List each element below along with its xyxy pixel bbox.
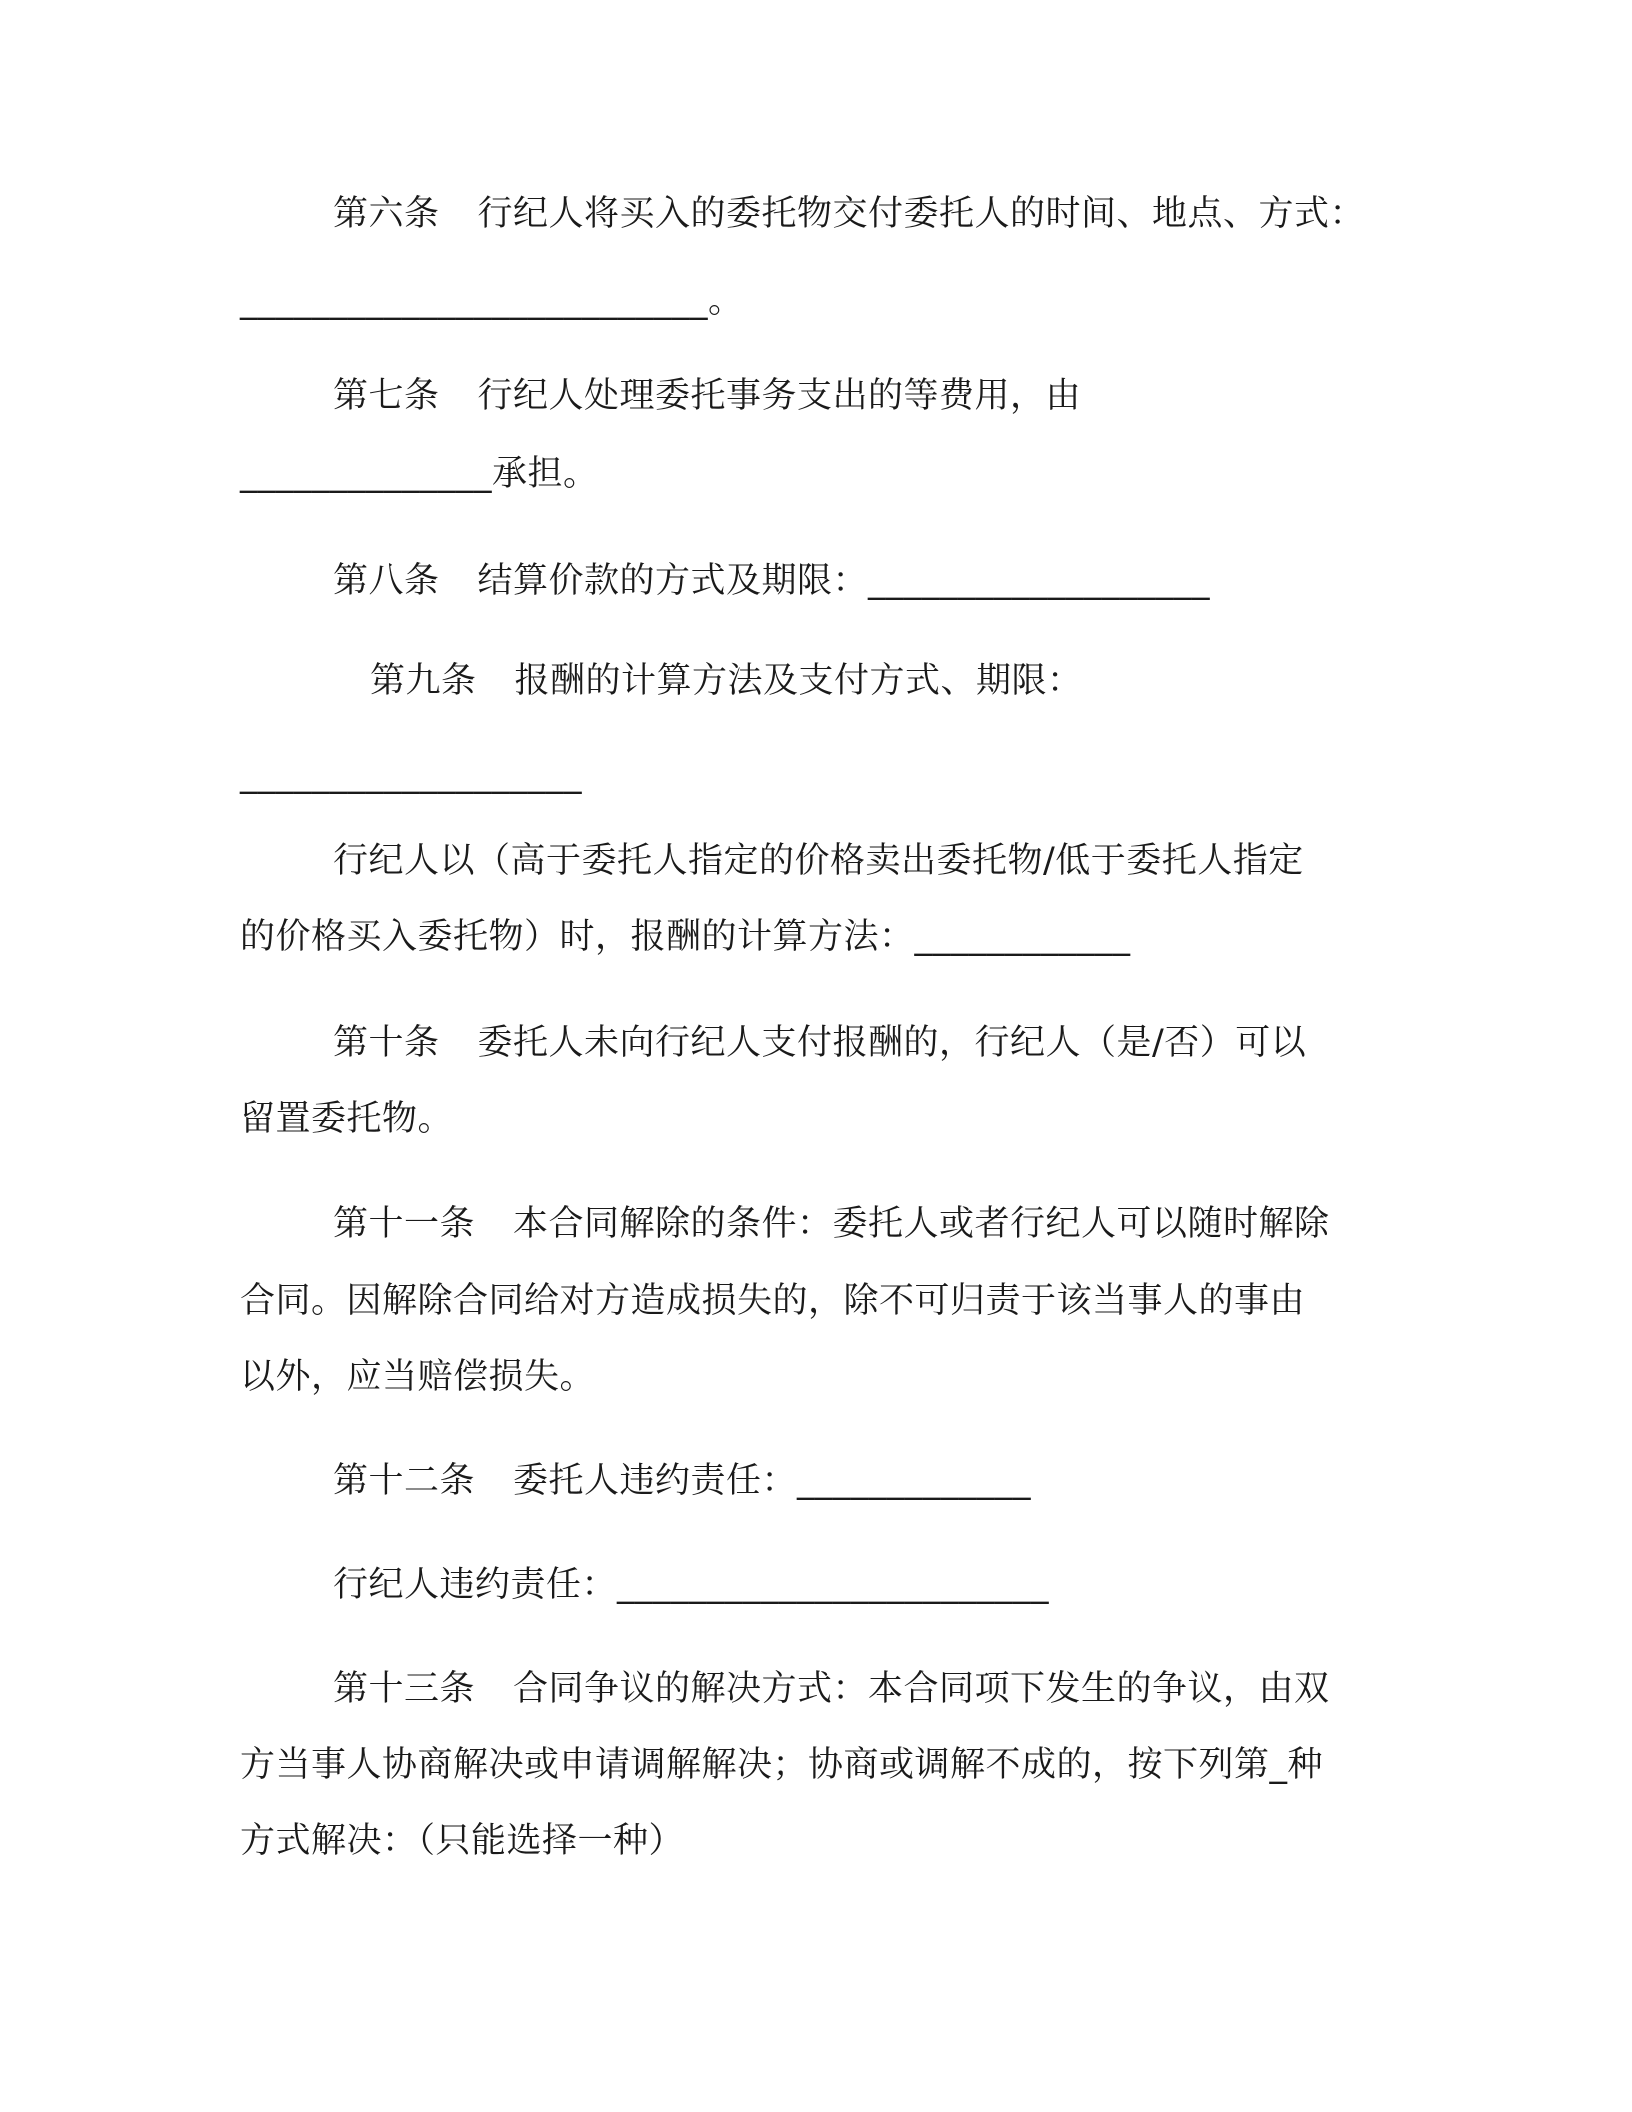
article-12-label: 第十二条	[333, 1461, 476, 1501]
article-9-label: 第九条	[370, 661, 477, 701]
commission-paragraph-line-2	[240, 914, 1131, 960]
broker-liability-text: 行纪人违约责任：________________________	[333, 1565, 1050, 1605]
article-6-text: 行纪人将买入的委托物交付委托人的时间、地点、方式：	[477, 194, 1366, 234]
article-9-blank-line	[240, 752, 582, 798]
article-10-continuation	[240, 1096, 453, 1142]
article-13-continuation-text-1: 方当事人协商解决或申请调解解决；协商或调解不成的，按下列第_种	[240, 1745, 1324, 1785]
article-11-continuation-1	[240, 1278, 1305, 1324]
article-6-label: 第六条	[333, 194, 440, 234]
article-10-line	[333, 1020, 1306, 1066]
article-13-text: 合同争议的解决方式：本合同项下发生的争议，由双	[513, 1669, 1330, 1709]
article-12-text: 委托人违约责任：_____________	[513, 1461, 1032, 1501]
article-7-continuation	[240, 451, 599, 497]
article-9-text: 报酬的计算方法及支付方式、期限：	[514, 661, 1083, 701]
article-6-blank: __________________________。	[240, 281, 744, 321]
article-8-label: 第八条	[333, 561, 440, 601]
article-7-label: 第七条	[333, 376, 440, 416]
article-11-continuation-text-2: 以外，应当赔偿损失。	[240, 1357, 596, 1397]
article-11-continuation-2	[240, 1354, 595, 1400]
article-12-line	[333, 1458, 1031, 1504]
article-13-continuation-text-2: 方式解决：（只能选择一种）	[240, 1821, 685, 1861]
article-13-continuation-1	[240, 1742, 1323, 1788]
commission-paragraph-line-1	[333, 838, 1304, 884]
article-13-label: 第十三条	[333, 1669, 476, 1709]
article-10-continuation-text: 留置委托物。	[240, 1099, 454, 1139]
article-11-continuation-text-1: 合同。因解除合同给对方造成损失的，除不可归责于该当事人的事由	[240, 1281, 1306, 1321]
article-11-line	[333, 1201, 1330, 1247]
article-10-label: 第十条	[333, 1023, 440, 1063]
commission-text-2: 的价格买入委托物）时，报酬的计算方法：____________	[240, 917, 1131, 957]
article-9-blank: ___________________	[240, 755, 582, 795]
article-7-text: 行纪人处理委托事务支出的等费用，由	[477, 376, 1082, 416]
article-7-continuation-text: ______________承担。	[240, 454, 599, 494]
commission-text-1: 行纪人以（高于委托人指定的价格卖出委托物/低于委托人指定	[333, 841, 1304, 881]
article-13-line	[333, 1666, 1330, 1712]
article-8-text: 结算价款的方式及期限：___________________	[477, 561, 1211, 601]
article-13-continuation-2	[240, 1818, 684, 1864]
article-9-line	[370, 658, 1083, 704]
article-6-blank-line	[240, 278, 744, 324]
broker-liability-line	[333, 1562, 1049, 1608]
article-6-line	[333, 191, 1365, 237]
article-11-label: 第十一条	[333, 1204, 476, 1244]
article-10-text: 委托人未向行纪人支付报酬的，行纪人（是/否）可以	[477, 1023, 1307, 1063]
article-11-text: 本合同解除的条件：委托人或者行纪人可以随时解除	[513, 1204, 1330, 1244]
article-8-line	[333, 558, 1210, 604]
article-7-line	[333, 373, 1081, 419]
